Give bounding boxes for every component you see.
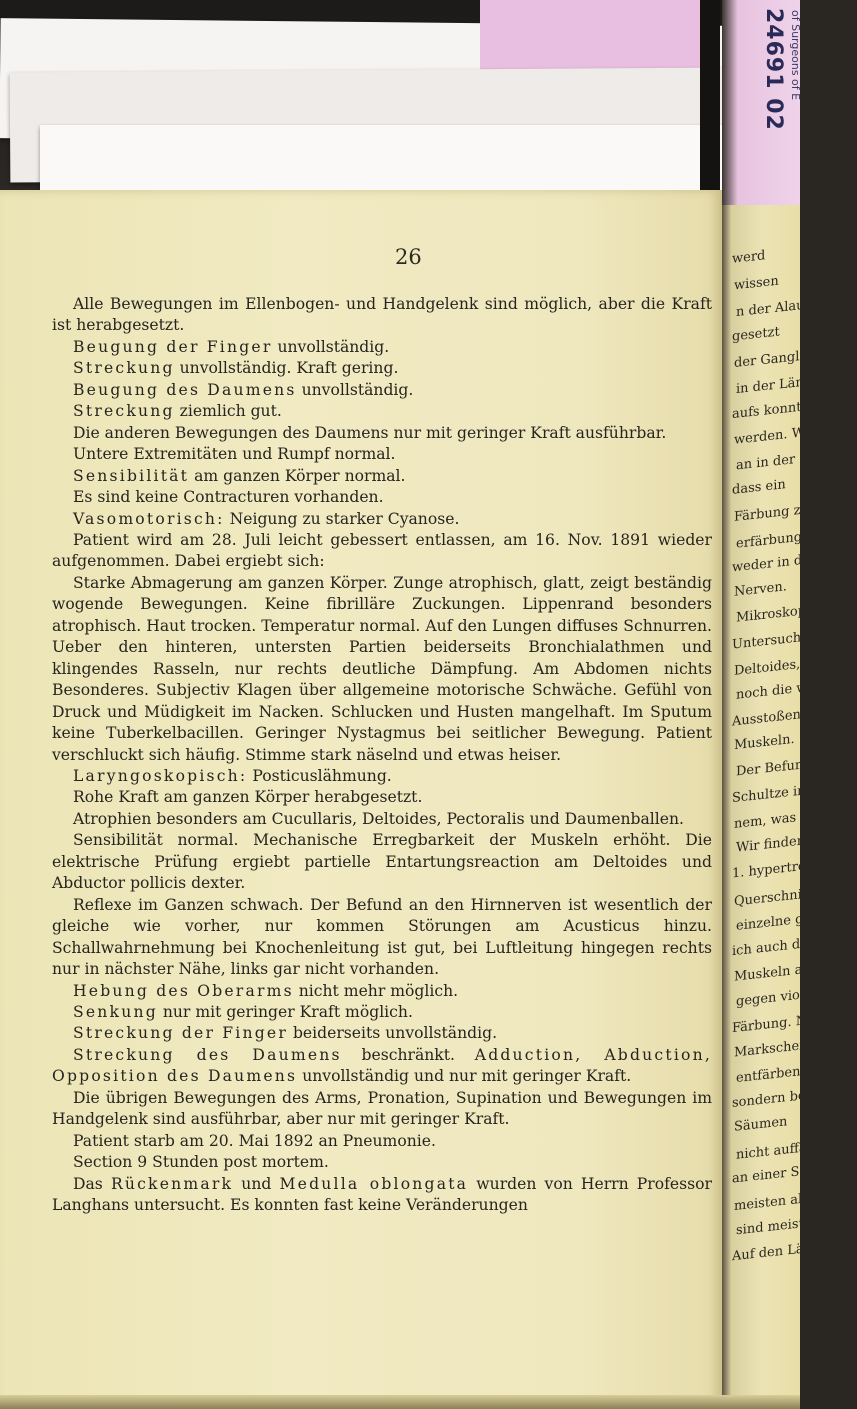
facing-page-line: meisten aber t xyxy=(734,1188,830,1214)
page-body-text xyxy=(52,294,712,1216)
spaced-emphasis: Senkung xyxy=(73,1002,158,1021)
facing-page-line: Auf den Län xyxy=(732,1240,812,1264)
facing-page-line: Untersucht h xyxy=(732,627,819,653)
facing-page-line: sind meister xyxy=(736,1214,818,1239)
text-run: Patient starb am 20. Mai 1892 an Pneumonie. xyxy=(73,1131,436,1150)
text-run: Section 9 Stunden post mortem. xyxy=(73,1153,329,1172)
facing-page-line: Deltoides, Cucull xyxy=(734,652,847,679)
page-bottom-edge xyxy=(0,1395,800,1409)
facing-page-line: an einer S xyxy=(732,1164,800,1187)
facing-page-line: Muskeln ab. Die xyxy=(734,958,842,985)
facing-page-line: Der Befund s xyxy=(736,755,823,780)
facing-page-line: werden. W xyxy=(734,424,806,448)
spaced-emphasis: Streckung der Finger xyxy=(73,1024,288,1043)
paragraph xyxy=(52,766,712,787)
paragraph xyxy=(52,830,712,894)
paragraph xyxy=(52,337,712,358)
text-run: nur mit geringer Kraft möglich. xyxy=(157,1002,413,1021)
paragraph xyxy=(52,423,712,444)
text-run: unvollständig. xyxy=(296,380,414,399)
text-run: Posticuslähmung. xyxy=(247,766,392,785)
facing-page-line: dass ein xyxy=(732,476,786,498)
text-run: Rohe Kraft am ganzen Körper herabgesetzt. xyxy=(73,788,423,807)
library-stamp-text: of Surgeons of E xyxy=(789,10,802,101)
page-number: 26 xyxy=(395,245,422,269)
facing-page-line: an in der Hö xyxy=(736,449,819,474)
facing-page-line: einzelne gehen a xyxy=(736,907,848,934)
facing-page-line: in der Länd xyxy=(736,373,813,397)
facing-page-line: entfärben sich xyxy=(736,1061,832,1086)
facing-page-line: gesetzt xyxy=(732,323,780,345)
facing-page-line: der Ganglie xyxy=(734,347,812,372)
facing-page-line: nicht auffällig xyxy=(736,1137,828,1163)
text-run: wurden von Herrn Professor Langhans untersucht. Es konnten fast keine Veränderungen xyxy=(52,1174,712,1215)
facing-page-line: n der Alaun xyxy=(736,296,813,321)
spaced-emphasis: Streckung des Daumens xyxy=(73,1045,342,1064)
facing-page-line: gegen violett xyxy=(736,984,823,1010)
paragraph xyxy=(52,573,712,766)
text-run: unvollständig und nur mit geringer Kraft. xyxy=(297,1067,632,1086)
facing-page-line: Wir finden xyxy=(736,832,806,856)
spaced-emphasis: Adduction, Abduction, Opposition des Daumens xyxy=(52,1045,712,1086)
text-run: Sensibilität normal. Mechanische Erregbarkeit der Muskeln erhöht. Die elektrische Prüfung ergiebt partielle Entartungsreaction am Deltoides und Abductor pollicis dexter. xyxy=(52,831,712,893)
scan-background-top xyxy=(0,0,800,215)
spaced-emphasis: Beugung des Daumens xyxy=(73,380,297,399)
paragraph xyxy=(52,787,712,808)
text-run: unvollständig. xyxy=(272,337,390,356)
text-run: Es sind keine Contracturen vorhanden. xyxy=(73,488,384,507)
paragraph xyxy=(52,530,712,573)
text-run: Atrophien besonders am Cucullaris, Deltoides, Pectoralis und Daumenballen. xyxy=(73,809,685,828)
facing-page-line: Säumen xyxy=(734,1114,788,1135)
facing-page-line: 1. hypertropl xyxy=(732,857,819,882)
text-run: beiderseits unvollständig. xyxy=(287,1024,498,1043)
text-run: beschränkt. xyxy=(341,1045,475,1064)
facing-page-line: Ausstoßens. Ich xyxy=(732,703,837,730)
facing-page-line: erfärbung von C xyxy=(736,524,844,552)
facing-page-line: Markscheide xyxy=(734,1036,820,1060)
text-run: Neigung zu starker Cyanose. xyxy=(224,509,460,528)
paragraph xyxy=(52,294,712,337)
spaced-emphasis: Streckung xyxy=(73,402,175,421)
text-run: und xyxy=(233,1174,280,1193)
facing-page-line: weder in der xyxy=(732,551,817,576)
paragraph xyxy=(52,981,712,1002)
text-run: unvollständig. Kraft gering. xyxy=(174,359,399,378)
text-run: Reflexe im Ganzen schwach. Der Befund an den Hirnnerven ist wesentlich der gleiche wie vorher, nur kommen Störungen am Acusticus hinzu. Schallwahrnehmung bei Knochenleitung ist gut, bei Luftleitung hingegen rechts nur in nächster Nähe, links gar nicht vorhanden. xyxy=(52,895,712,979)
spaced-emphasis: Vasomotorisch: xyxy=(73,509,225,528)
text-run: nicht mehr möglich. xyxy=(293,981,459,1000)
spaced-emphasis: Medulla oblongata xyxy=(279,1174,469,1193)
facing-page-line: Nerven. xyxy=(734,578,787,600)
text-run: am ganzen Körper normal. xyxy=(189,466,406,485)
facing-page-line: Färbung. Noch sc xyxy=(732,1008,849,1037)
paragraph xyxy=(52,358,712,379)
spaced-emphasis: Sensibilität xyxy=(73,466,190,485)
spaced-emphasis: Beugung der Finger xyxy=(73,337,273,356)
paragraph xyxy=(52,1152,712,1173)
book-gutter xyxy=(700,0,720,215)
facing-page-line: werd xyxy=(732,248,766,267)
text-run: Starke Abmagerung am ganzen Körper. Zunge atrophisch, glatt, zeigt beständig wogende Bewegungen. Keine fibrilläre Zuckungen. Lippenrand besonders atrophisch. Haut trocken. Temperatur normal. Auf den Lungen diffuses Schnurren. Ueber den hinteren, untersten Partien beiderseits Bronchialathmen und klingendes Rasseln, nur rechts deutliche Dämpfung. Am Abdomen nichts Besonderes. Subjectiv Klagen über allgemeine motorische Schwäche. Gefühl von Druck und Müdigkeit im Nacken. Schlucken und Husten mangelhaft. Im Sputum keine Tuberkelbacillen. Geringer Nystagmus bei seitlicher Bewegung. Patient verschluckt sich häufig. Stimme stark näselnd und etwas heiser. xyxy=(52,573,712,764)
text-run: ziemlich gut. xyxy=(174,402,282,421)
library-stamp-number: 24691 02 xyxy=(761,8,786,131)
paragraph xyxy=(52,509,712,530)
spaced-emphasis: Hebung des Oberarms xyxy=(73,981,294,1000)
paragraph xyxy=(52,487,712,508)
text-run: Patient wird am 28. Juli leicht gebessert entlassen, am 16. Nov. 1891 wieder aufgenommen. Dabei ergiebt sich: xyxy=(52,530,712,571)
paragraph xyxy=(52,466,712,487)
facing-page-line: Mikroskop xyxy=(736,603,807,626)
facing-page-line: aufs konnte xyxy=(732,398,810,423)
facing-page-edge xyxy=(722,0,857,1409)
paragraph xyxy=(52,1023,712,1044)
spaced-emphasis: Rückenmark xyxy=(110,1174,234,1193)
facing-page-line: Querschnitten, ein xyxy=(734,881,857,909)
facing-page-line: noch die w xyxy=(736,679,808,703)
facing-page-line: nem, was Erb kü xyxy=(734,805,845,832)
facing-page-line: Schultze in sei xyxy=(732,780,829,806)
facing-page-line: Färbung zahlr xyxy=(734,500,827,525)
facing-page-line: wissen xyxy=(734,273,779,293)
text-run: Das xyxy=(73,1174,111,1193)
text-run: Untere Extremitäten und Rumpf normal. xyxy=(73,445,396,464)
paragraph xyxy=(52,1045,712,1088)
paragraph xyxy=(52,1174,712,1217)
paragraph xyxy=(52,380,712,401)
facing-page-line: ich auch durch xyxy=(732,933,831,959)
spaced-emphasis: Streckung xyxy=(73,359,175,378)
facing-page-line: Muskeln. xyxy=(734,731,795,753)
facing-page-label xyxy=(722,0,800,205)
paragraph xyxy=(52,444,712,465)
paragraph xyxy=(52,809,712,830)
facing-page-line: sondern be xyxy=(732,1087,806,1111)
book-page xyxy=(0,190,722,1409)
paragraph xyxy=(52,1002,712,1023)
paragraph xyxy=(52,895,712,981)
paragraph xyxy=(52,1088,712,1131)
paragraph xyxy=(52,1131,712,1152)
text-run: Die anderen Bewegungen des Daumens nur mit geringer Kraft ausführbar. xyxy=(73,423,667,442)
text-run: Die übrigen Bewegungen des Arms, Pronation, Supination und Bewegungen im Handgelenk sind ausführbar, aber nur mit geringer Kraft. xyxy=(52,1088,712,1129)
text-run: Alle Bewegungen im Ellenbogen- und Handgelenk sind möglich, aber die Kraft ist herabgesetzt. xyxy=(52,295,712,335)
spaced-emphasis: Laryngoskopisch: xyxy=(73,766,248,785)
paragraph xyxy=(52,401,712,422)
